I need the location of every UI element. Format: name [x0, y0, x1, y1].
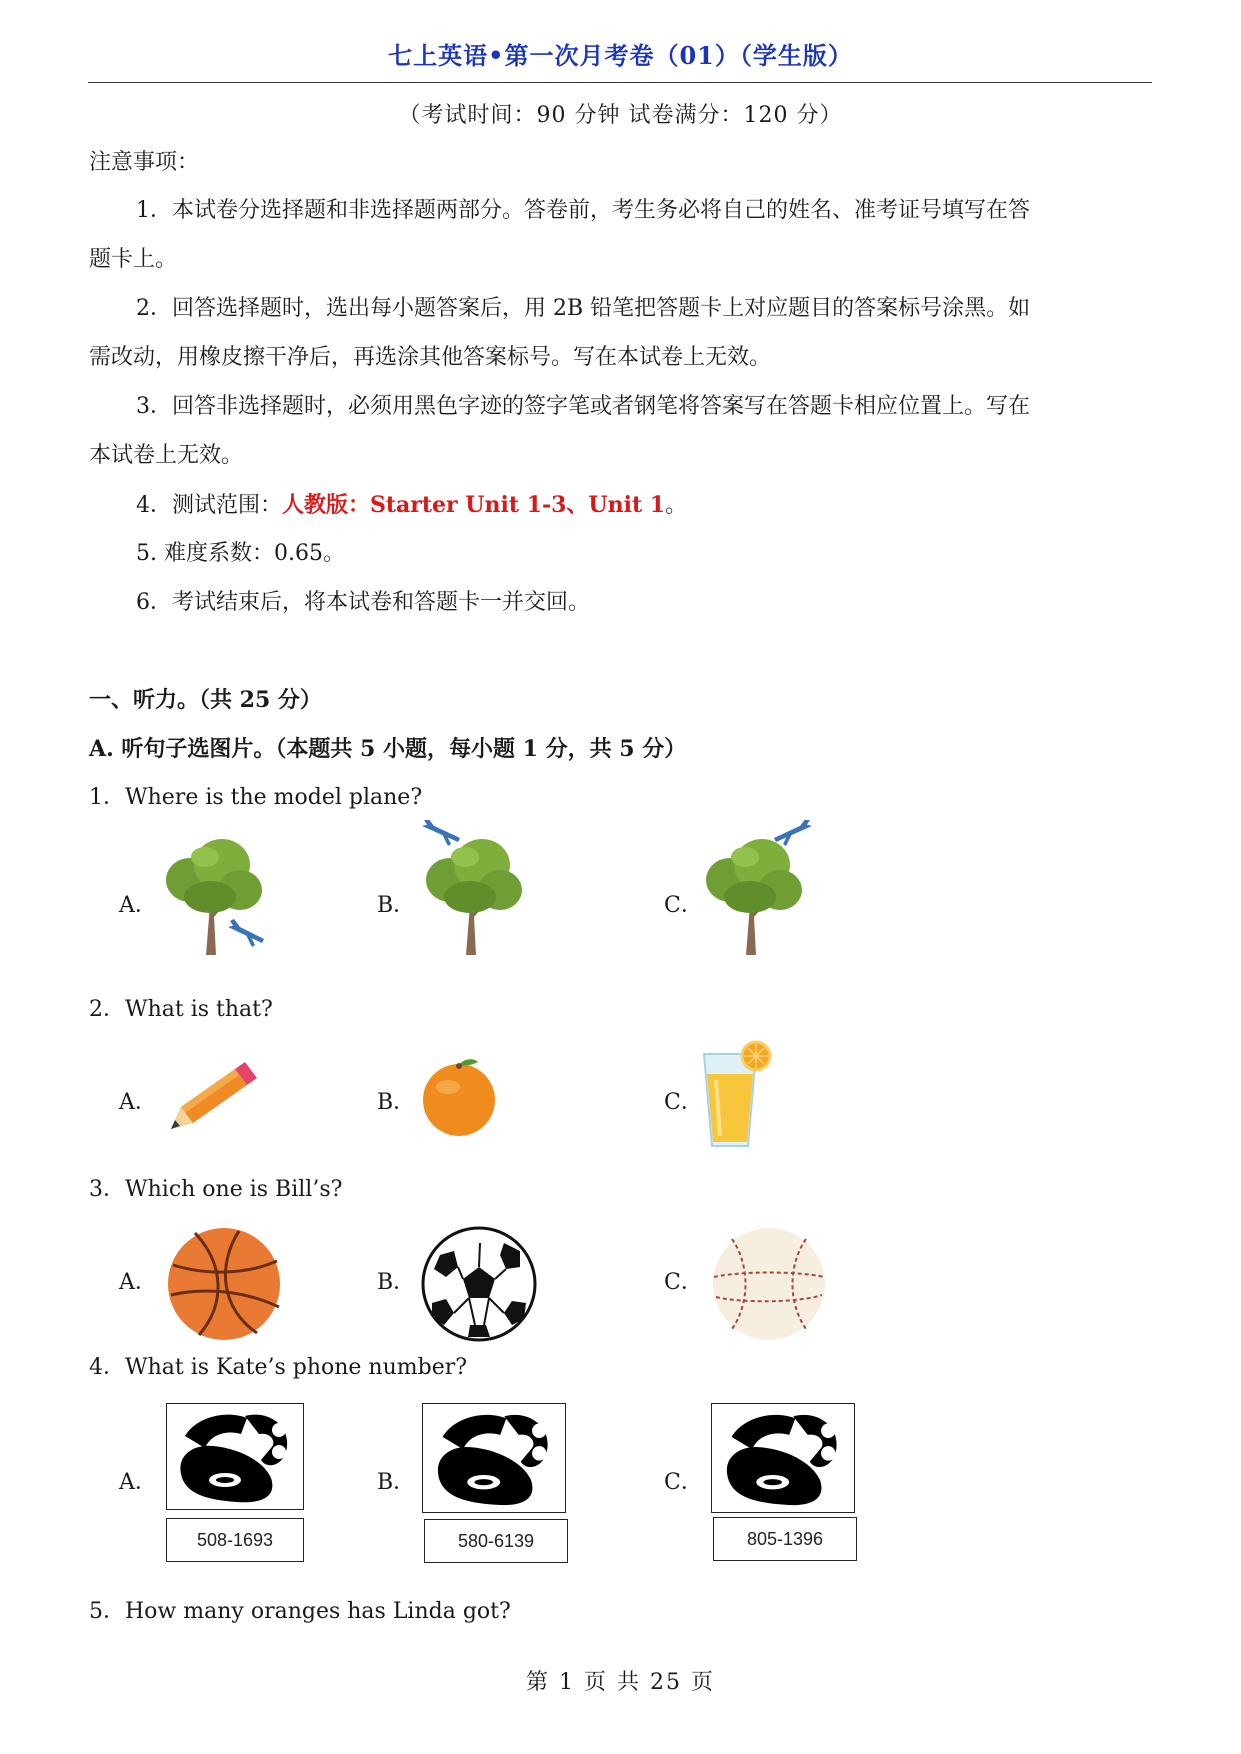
- phone-picture-a: [166, 1403, 304, 1510]
- q2-option-a-label: A．: [119, 1090, 157, 1115]
- part-a-title: A. 听句子选图片。（本题共 5 小题，每小题 1 分，共 5 分）: [89, 736, 687, 762]
- notice-item-4-suffix: 。: [665, 493, 688, 518]
- soccer-ball-icon: [420, 1225, 538, 1343]
- test-range-highlight: 人教版：Starter Unit 1-3、Unit 1: [282, 492, 666, 518]
- notice-item-4: [136, 490, 687, 521]
- notice-item-6: 6．考试结束后，将本试卷和答题卡一并交回。: [136, 590, 590, 615]
- q3-option-c-label: C．: [664, 1270, 703, 1295]
- tree-with-plane-above-right-icon: [700, 820, 815, 960]
- q4-option-a-label: A．: [119, 1470, 157, 1495]
- page-number: 第 1 页 共 25 页: [526, 1670, 715, 1695]
- page-title: 七上英语•第一次月考卷（01）（学生版）: [388, 41, 853, 70]
- phone-number-a: 508-1693: [166, 1518, 304, 1562]
- notice-heading: 注意事项：: [89, 150, 200, 175]
- question-4: 4．What is Kate’s phone number?: [89, 1355, 468, 1380]
- question-5: 5．How many oranges has Linda got?: [89, 1599, 511, 1624]
- q1-option-b-label: B．: [377, 893, 416, 918]
- q1-option-c-label: C．: [664, 893, 703, 918]
- notice-item-3: 3．回答非选择题时，必须用黑色字迹的签字笔或者钢笔将答案写在答题卡相应位置上。写在: [136, 394, 1031, 419]
- telephone-icon: [167, 1404, 303, 1509]
- q4-option-b-label: B．: [377, 1470, 416, 1495]
- phone-number-b: 580-6139: [424, 1519, 568, 1563]
- telephone-icon: [423, 1404, 565, 1512]
- notice-item-2-cont: 需改动，用橡皮擦干净后，再选涂其他答案标号。写在本试卷上无效。: [89, 345, 772, 370]
- question-2: 2．What is that?: [89, 997, 273, 1022]
- exam-info: （考试时间：90 分钟 试卷满分：120 分）: [398, 103, 843, 128]
- q3-option-a-label: A．: [119, 1270, 157, 1295]
- phone-picture-c: [711, 1403, 855, 1513]
- pencil-icon: [163, 1055, 263, 1135]
- header-divider: [88, 82, 1152, 83]
- tree-with-plane-above-left-icon: [420, 820, 535, 960]
- phone-picture-b: [422, 1403, 566, 1513]
- q2-option-c-label: C．: [664, 1090, 703, 1115]
- notice-item-5: 5. 难度系数：0.65。: [136, 541, 345, 566]
- q3-option-b-label: B．: [377, 1270, 416, 1295]
- q4-option-c-label: C．: [664, 1470, 703, 1495]
- notice-item-3-cont: 本试卷上无效。: [89, 443, 244, 468]
- question-3: 3．Which one is Bill’s?: [89, 1177, 343, 1202]
- notice-item-4-prefix: 4．测试范围：: [136, 493, 282, 518]
- question-1: 1．Where is the model plane?: [89, 785, 423, 810]
- telephone-icon: [712, 1404, 854, 1512]
- phone-number-c: 805-1396: [713, 1517, 857, 1561]
- notice-item-2: 2．回答选择题时，选出每小题答案后，用 2B 铅笔把答题卡上对应题目的答案标号涂黑。如: [136, 296, 1031, 321]
- baseball-icon: [710, 1225, 828, 1343]
- section-title: 一、听力。（共 25 分）: [89, 687, 322, 713]
- juice-glass-icon: [700, 1040, 772, 1150]
- notice-item-1: 1．本试卷分选择题和非选择题两部分。答卷前，考生务必将自己的姓名、准考证号填写在答: [136, 198, 1031, 223]
- orange-icon: [418, 1055, 500, 1137]
- tree-with-plane-below-icon: [160, 835, 275, 960]
- notice-item-1-cont: 题卡上。: [89, 247, 178, 272]
- q1-option-a-label: A．: [119, 893, 157, 918]
- q2-option-b-label: B．: [377, 1090, 416, 1115]
- basketball-icon: [165, 1225, 283, 1343]
